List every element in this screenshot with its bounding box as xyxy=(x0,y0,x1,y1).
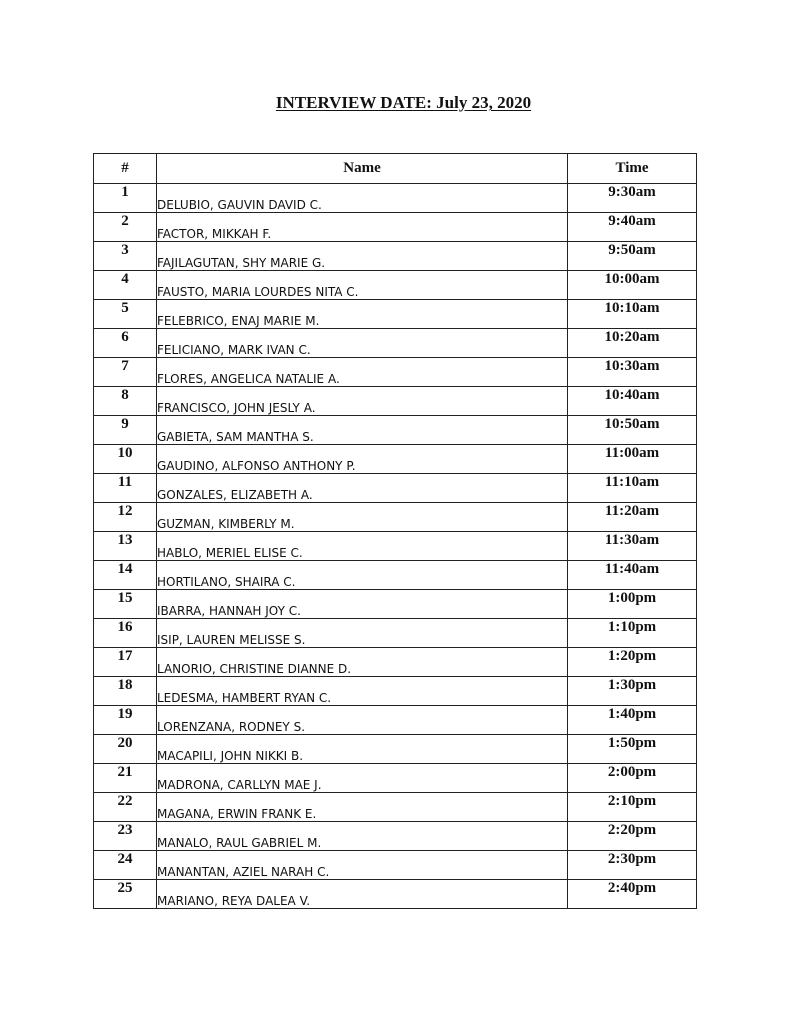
interview-time: 1:10pm xyxy=(568,619,697,648)
row-number: 1 xyxy=(94,184,157,213)
interview-schedule-table xyxy=(93,153,697,909)
interview-time: 11:10am xyxy=(568,474,697,503)
row-number: 6 xyxy=(94,329,157,358)
column-header-time: Time xyxy=(568,154,697,184)
interview-time: 10:10am xyxy=(568,300,697,329)
interview-time: 1:30pm xyxy=(568,677,697,706)
row-number: 23 xyxy=(94,822,157,851)
applicant-name: MACAPILI, JOHN NIKKI B. xyxy=(157,735,568,764)
applicant-name: GONZALES, ELIZABETH A. xyxy=(157,474,568,503)
interview-time: 11:00am xyxy=(568,445,697,474)
interview-time: 1:50pm xyxy=(568,735,697,764)
table-row xyxy=(94,387,697,416)
interview-date-heading: INTERVIEW DATE: July 23, 2020 xyxy=(275,93,532,112)
row-number: 9 xyxy=(94,416,157,445)
table-row xyxy=(94,213,697,242)
applicant-name: MAGANA, ERWIN FRANK E. xyxy=(157,793,568,822)
applicant-name: ISIP, LAUREN MELISSE S. xyxy=(157,619,568,648)
table-row xyxy=(94,764,697,793)
interview-time: 1:20pm xyxy=(568,648,697,677)
table-row xyxy=(94,300,697,329)
applicant-name: MANALO, RAUL GABRIEL M. xyxy=(157,822,568,851)
row-number: 14 xyxy=(94,561,157,590)
row-number: 18 xyxy=(94,677,157,706)
interview-time: 11:40am xyxy=(568,561,697,590)
row-number: 15 xyxy=(94,590,157,619)
row-number: 11 xyxy=(94,474,157,503)
applicant-name: FLORES, ANGELICA NATALIE A. xyxy=(157,358,568,387)
interview-time: 2:20pm xyxy=(568,822,697,851)
table-row xyxy=(94,851,697,880)
table-row xyxy=(94,416,697,445)
interview-time: 2:40pm xyxy=(568,880,697,909)
table-header-row xyxy=(94,154,697,184)
row-number: 19 xyxy=(94,706,157,735)
row-number: 12 xyxy=(94,503,157,532)
applicant-name: HABLO, MERIEL ELISE C. xyxy=(157,532,568,561)
row-number: 5 xyxy=(94,300,157,329)
table-row xyxy=(94,503,697,532)
applicant-name: LORENZANA, RODNEY S. xyxy=(157,706,568,735)
table-row xyxy=(94,619,697,648)
table-row xyxy=(94,184,697,213)
table-row xyxy=(94,648,697,677)
table-row xyxy=(94,358,697,387)
interview-time: 9:50am xyxy=(568,242,697,271)
applicant-name: DELUBIO, GAUVIN DAVID C. xyxy=(157,184,568,213)
interview-time: 2:00pm xyxy=(568,764,697,793)
applicant-name: MANANTAN, AZIEL NARAH C. xyxy=(157,851,568,880)
applicant-name: FACTOR, MIKKAH F. xyxy=(157,213,568,242)
row-number: 3 xyxy=(94,242,157,271)
table-row xyxy=(94,329,697,358)
applicant-name: GAUDINO, ALFONSO ANTHONY P. xyxy=(157,445,568,474)
table-row xyxy=(94,735,697,764)
interview-time: 1:00pm xyxy=(568,590,697,619)
interview-time: 11:20am xyxy=(568,503,697,532)
interview-time: 2:10pm xyxy=(568,793,697,822)
row-number: 8 xyxy=(94,387,157,416)
table-row xyxy=(94,561,697,590)
interview-time: 11:30am xyxy=(568,532,697,561)
interview-time: 10:40am xyxy=(568,387,697,416)
row-number: 17 xyxy=(94,648,157,677)
table-row xyxy=(94,822,697,851)
applicant-name: FRANCISCO, JOHN JESLY A. xyxy=(157,387,568,416)
row-number: 25 xyxy=(94,880,157,909)
applicant-name: LANORIO, CHRISTINE DIANNE D. xyxy=(157,648,568,677)
applicant-name: FAJILAGUTAN, SHY MARIE G. xyxy=(157,242,568,271)
applicant-name: FAUSTO, MARIA LOURDES NITA C. xyxy=(157,271,568,300)
row-number: 10 xyxy=(94,445,157,474)
table-row xyxy=(94,242,697,271)
applicant-name: GUZMAN, KIMBERLY M. xyxy=(157,503,568,532)
table-row xyxy=(94,445,697,474)
table-row xyxy=(94,474,697,503)
column-header-name: Name xyxy=(157,154,568,184)
interview-time: 9:30am xyxy=(568,184,697,213)
table-row xyxy=(94,532,697,561)
table-body xyxy=(94,184,697,909)
interview-time: 1:40pm xyxy=(568,706,697,735)
interview-time: 10:50am xyxy=(568,416,697,445)
applicant-name: FELICIANO, MARK IVAN C. xyxy=(157,329,568,358)
applicant-name: MARIANO, REYA DALEA V. xyxy=(157,880,568,909)
row-number: 4 xyxy=(94,271,157,300)
table-row xyxy=(94,590,697,619)
applicant-name: IBARRA, HANNAH JOY C. xyxy=(157,590,568,619)
column-header-number: # xyxy=(94,154,157,184)
table-row xyxy=(94,706,697,735)
row-number: 24 xyxy=(94,851,157,880)
row-number: 21 xyxy=(94,764,157,793)
applicant-name: GABIETA, SAM MANTHA S. xyxy=(157,416,568,445)
table-row xyxy=(94,880,697,909)
row-number: 7 xyxy=(94,358,157,387)
applicant-name: MADRONA, CARLLYN MAE J. xyxy=(157,764,568,793)
row-number: 16 xyxy=(94,619,157,648)
table-row xyxy=(94,677,697,706)
row-number: 20 xyxy=(94,735,157,764)
row-number: 22 xyxy=(94,793,157,822)
table-row xyxy=(94,793,697,822)
interview-time: 10:20am xyxy=(568,329,697,358)
interview-time: 10:30am xyxy=(568,358,697,387)
row-number: 2 xyxy=(94,213,157,242)
applicant-name: FELEBRICO, ENAJ MARIE M. xyxy=(157,300,568,329)
interview-time: 9:40am xyxy=(568,213,697,242)
applicant-name: HORTILANO, SHAIRA C. xyxy=(157,561,568,590)
row-number: 13 xyxy=(94,532,157,561)
table-row xyxy=(94,271,697,300)
interview-time: 10:00am xyxy=(568,271,697,300)
page-title xyxy=(0,93,791,113)
interview-time: 2:30pm xyxy=(568,851,697,880)
applicant-name: LEDESMA, HAMBERT RYAN C. xyxy=(157,677,568,706)
